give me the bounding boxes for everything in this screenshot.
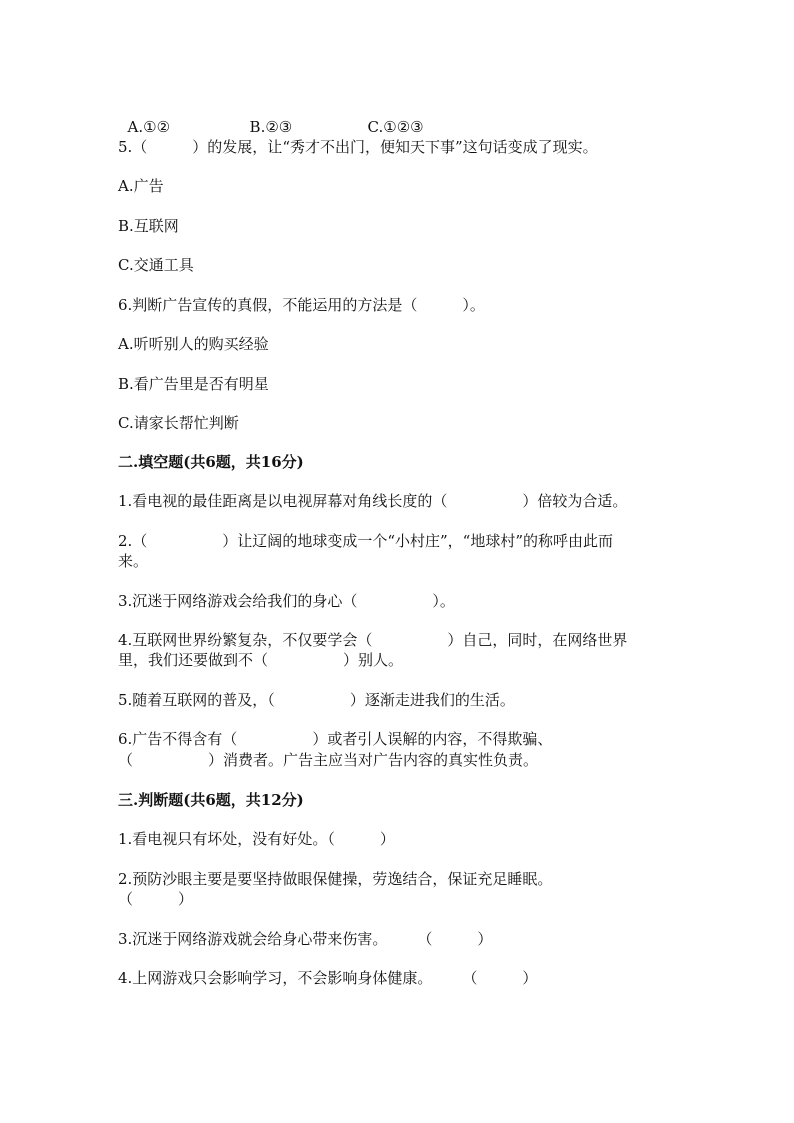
fill-question-4-line2: 里，我们还要做到不（ ）别人。 xyxy=(118,651,404,669)
fill-question-5: 5.随着互联网的普及，（ ）逐渐走进我们的生活。 xyxy=(118,691,515,709)
fill-question-6-line2: （ ）消费者。广告主应当对广告内容的真实性负责。 xyxy=(118,751,539,769)
section2-heading: 二.填空题(共6题，共16分) xyxy=(118,453,304,471)
q6-option-b: B.看广告里是否有明星 xyxy=(118,375,269,393)
q5-stem: 5.（ ）的发展，让“秀才不出门，便知天下事”这句话变成了现实。 xyxy=(118,138,598,156)
judge-question-1: 1.看电视只有坏处，没有好处。（ ） xyxy=(118,830,395,848)
fill-question-2-line2: 来。 xyxy=(118,552,149,570)
q4-option-a: A.①② xyxy=(127,118,171,136)
fill-question-3: 3.沉迷于网络游戏会给我们的身心（ ）。 xyxy=(118,592,455,610)
q6-stem: 6.判断广告宣传的真假，不能运用的方法是（ ）。 xyxy=(118,296,485,314)
q5-option-b: B.互联网 xyxy=(118,217,179,235)
fill-question-6-line1: 6.广告不得含有（ ）或者引人误解的内容，不得欺骗、 xyxy=(118,730,553,748)
fill-question-2-line1: 2.（ ）让辽阔的地球变成一个“小村庄”，“地球村”的称呼由此而 xyxy=(118,532,613,550)
q4-option-c: C.①②③ xyxy=(367,118,424,136)
judge-question-3: 3.沉迷于网络游戏就会给身心带来伤害。 （ ） xyxy=(118,930,493,948)
fill-question-4-line1: 4.互联网世界纷繁复杂，不仅要学会（ ）自己，同时，在网络世界 xyxy=(118,631,628,649)
judge-question-2-line2: （ ） xyxy=(118,890,194,908)
q4-option-b: B.②③ xyxy=(249,118,293,136)
q5-option-a: A.广告 xyxy=(118,177,164,195)
judge-question-4: 4.上网游戏只会影响学习，不会影响身体健康。 （ ） xyxy=(118,969,538,987)
judge-question-2-line1: 2.预防沙眼主要是要坚持做眼保健操，劳逸结合，保证充足睡眠。 xyxy=(118,870,553,888)
fill-question-1: 1.看电视的最佳距离是以电视屏幕对角线长度的（ ）倍较为合适。 xyxy=(118,492,628,510)
q4-options-row xyxy=(118,97,678,137)
q6-option-a: A.听听别人的购买经验 xyxy=(118,335,269,353)
section3-heading: 三.判断题(共6题，共12分) xyxy=(118,791,304,809)
q6-option-c: C.请家长帮忙判断 xyxy=(118,414,239,432)
q5-option-c: C.交通工具 xyxy=(118,256,194,274)
